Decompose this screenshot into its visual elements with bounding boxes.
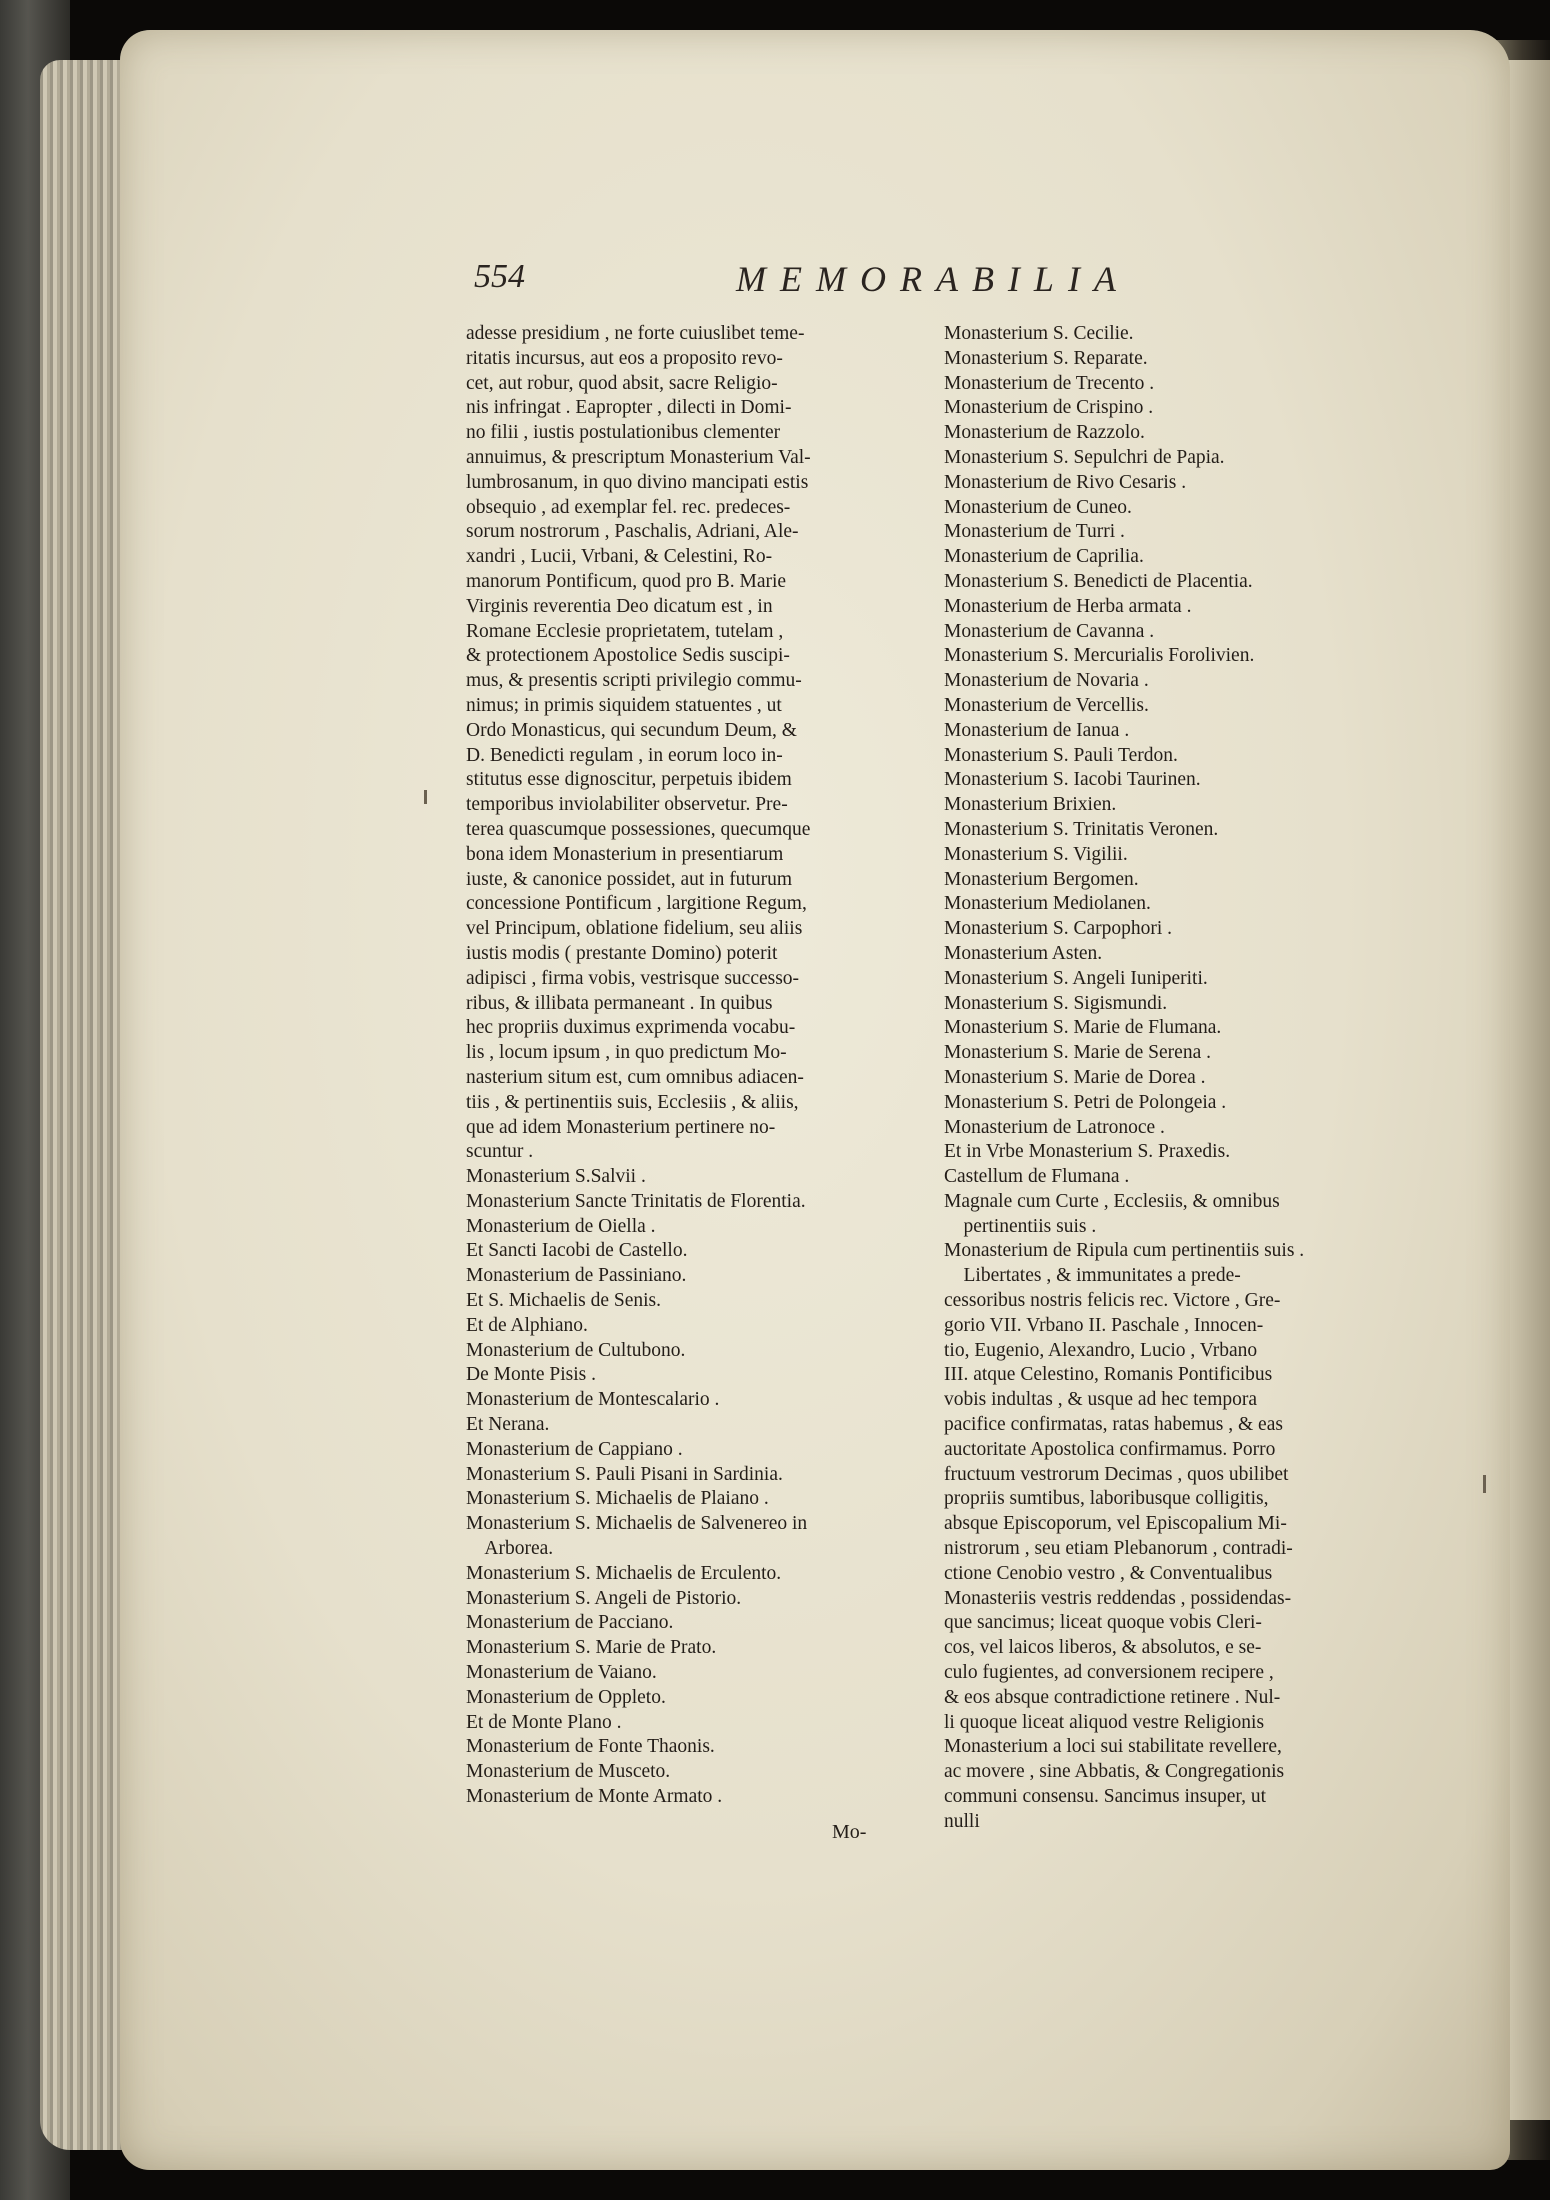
text-line: Monasterium de Passiniano. bbox=[466, 1265, 687, 1287]
text-line: tiis , & pertinentiis suis, Ecclesiis , & aliis, bbox=[466, 1091, 799, 1113]
text-line: Monasterium de Rivo Cesaris . bbox=[944, 471, 1187, 493]
text-line: Monasterium de Oiella . bbox=[466, 1215, 656, 1237]
text-line: Monasterium de Caprilia. bbox=[944, 546, 1144, 568]
text-line: cos, vel laicos liberos, & absolutos, e se- bbox=[944, 1637, 1262, 1659]
text-line: bona idem Monasterium in presentiarum bbox=[466, 843, 784, 865]
text-line: nimus; in primis siquidem statuentes , ut bbox=[466, 694, 782, 716]
text-line: Monasterium de Vaiano. bbox=[466, 1662, 657, 1684]
text-line: nasterium situm est, cum omnibus adiacen- bbox=[466, 1066, 804, 1088]
text-line: Monasterium de Vercellis. bbox=[944, 694, 1149, 716]
text-line: que ad idem Monasterium pertinere no- bbox=[466, 1116, 776, 1138]
text-line: tio, Eugenio, Alexandro, Lucio , Vrbano bbox=[944, 1339, 1258, 1361]
text-line: communi consensu. Sancimus insuper, ut bbox=[944, 1786, 1267, 1808]
text-line: annuimus, & prescriptum Monasterium Val- bbox=[466, 446, 811, 468]
text-line: Monasterium de Trecento . bbox=[944, 372, 1155, 394]
text-line: Virginis reverentia Deo dicatum est , in bbox=[466, 595, 773, 617]
text-line: Monasterium Asten. bbox=[944, 942, 1103, 964]
text-line: Monasterium de Latronoce . bbox=[944, 1116, 1165, 1138]
text-line: Monasterium de Fonte Thaonis. bbox=[466, 1736, 715, 1758]
text-line: Monasterium de Herba armata . bbox=[944, 595, 1192, 617]
text-line: Et de Monte Plano . bbox=[466, 1711, 622, 1733]
text-line: hec propriis duximus exprimenda vocabu- bbox=[466, 1017, 796, 1039]
text-line: lumbrosanum, in quo divino mancipati estis bbox=[466, 471, 809, 493]
text-line: pacifice confirmatas, ratas habemus , & eas bbox=[944, 1414, 1283, 1436]
text-line: que sancimus; liceat quoque vobis Cleri- bbox=[944, 1612, 1262, 1634]
text-line: Monasterium de Pacciano. bbox=[466, 1612, 674, 1634]
text-line: Monasterium S. Pauli Pisani in Sardinia. bbox=[466, 1463, 783, 1485]
text-line: De Monte Pisis . bbox=[466, 1364, 597, 1386]
text-line: Monasterium S. Sepulchri de Papia. bbox=[944, 446, 1225, 468]
text-line: Monasterium a loci sui stabilitate revellere, bbox=[944, 1736, 1282, 1758]
text-line: Monasterium S. Carpophori . bbox=[944, 918, 1173, 940]
text-line: Monasterium S. Marie de Serena . bbox=[944, 1042, 1211, 1064]
text-line: adipisci , firma vobis, vestrisque successo- bbox=[466, 967, 800, 989]
text-line: Monasterium S. Reparate. bbox=[944, 347, 1148, 369]
catchword: Mo- bbox=[832, 1821, 867, 1843]
text-line: Monasterium S. Michaelis de Plaiano . bbox=[466, 1488, 769, 1510]
text-line: Et Nerana. bbox=[466, 1414, 550, 1436]
text-line: Monasterium Brixien. bbox=[944, 794, 1117, 816]
text-line: Romane Ecclesie proprietatem, tutelam , bbox=[466, 620, 784, 642]
text-line: nulli bbox=[944, 1810, 980, 1832]
text-line: ritatis incursus, aut eos a proposito revo- bbox=[466, 347, 783, 369]
text-line: nistrorum , seu etiam Plebanorum , contradi- bbox=[944, 1538, 1293, 1560]
text-line: iuste, & canonice possidet, aut in futurum bbox=[466, 868, 793, 890]
text-line: Monasterium de Cavanna . bbox=[944, 620, 1155, 642]
text-line: propriis sumtibus, laboribusque colligitis, bbox=[944, 1488, 1269, 1510]
text-line: Arborea. bbox=[466, 1538, 554, 1560]
text-line: Et Sancti Iacobi de Castello. bbox=[466, 1240, 688, 1262]
text-line: no filii , iustis postulationibus clementer bbox=[466, 422, 781, 444]
text-line: vel Principum, oblatione fidelium, seu aliis bbox=[466, 918, 803, 940]
text-line: Castellum de Flumana . bbox=[944, 1166, 1130, 1188]
text-line: Monasterium Bergomen. bbox=[944, 868, 1139, 890]
text-line: Monasterium de Crispino . bbox=[944, 397, 1154, 419]
left-text-column bbox=[466, 322, 916, 1810]
margin-mark bbox=[424, 790, 427, 804]
text-line: & protectionem Apostolice Sedis suscipi- bbox=[466, 645, 790, 667]
text-line: Monasterium S. Marie de Prato. bbox=[466, 1637, 717, 1659]
text-line: Monasterium de Turri . bbox=[944, 521, 1125, 543]
facing-page-edge bbox=[1505, 60, 1550, 2120]
text-line: ctione Cenobio vestro , & Conventualibus bbox=[944, 1562, 1273, 1584]
text-line: iustis modis ( prestante Domino) poterit bbox=[466, 942, 778, 964]
text-line: Monasterium S. Michaelis de Erculento. bbox=[466, 1562, 782, 1584]
text-line: Monasterium de Ianua . bbox=[944, 719, 1130, 741]
text-line: li quoque liceat aliquod vestre Religionis bbox=[944, 1711, 1265, 1733]
text-line: Monasterium S. Petri de Polongeia . bbox=[944, 1091, 1227, 1113]
text-line: lis , locum ipsum , in quo predictum Mo- bbox=[466, 1042, 787, 1064]
text-line: Monasterium S. Mercurialis Forolivien. bbox=[944, 645, 1255, 667]
text-line: Monasterium de Cultubono. bbox=[466, 1339, 686, 1361]
text-line: Monasterium Mediolanen. bbox=[944, 893, 1151, 915]
text-line: & eos absque contradictione retinere . Nul- bbox=[944, 1686, 1281, 1708]
text-line: obsequio , ad exemplar fel. rec. predeces- bbox=[466, 496, 791, 518]
text-line: absque Episcoporum, vel Episcopalium Mi- bbox=[944, 1513, 1287, 1535]
text-line: adesse presidium , ne forte cuiuslibet teme- bbox=[466, 323, 805, 344]
text-line: ribus, & illibata permaneant . In quibus bbox=[466, 992, 773, 1014]
text-line: vobis indultas , & usque ad hec tempora bbox=[944, 1389, 1258, 1411]
text-line: fructuum vestrorum Decimas , quos ubilibet bbox=[944, 1463, 1289, 1485]
text-line: xandri , Lucii, Vrbani, & Celestini, Ro- bbox=[466, 546, 773, 568]
text-line: Et in Vrbe Monasterium S. Praxedis. bbox=[944, 1141, 1231, 1163]
text-line: scuntur . bbox=[466, 1141, 534, 1163]
text-line: Et de Alphiano. bbox=[466, 1314, 588, 1336]
text-line: temporibus inviolabiliter observetur. Pre- bbox=[466, 794, 788, 816]
text-line: terea quascumque possessiones, quecumque bbox=[466, 818, 811, 840]
text-line: Monasterium de Oppleto. bbox=[466, 1686, 666, 1708]
text-line: concessione Pontificum , largitione Regum, bbox=[466, 893, 807, 915]
text-line: Monasterium S. Sigismundi. bbox=[944, 992, 1168, 1014]
text-line: culo fugientes, ad conversionem recipere , bbox=[944, 1662, 1274, 1684]
right-text-column bbox=[944, 322, 1364, 1835]
text-line: Monasterium de Ripula cum pertinentiis suis . bbox=[944, 1240, 1305, 1262]
text-line: Libertates , & immunitates a prede- bbox=[944, 1265, 1241, 1287]
text-line: manorum Pontificum, quod pro B. Marie bbox=[466, 570, 787, 592]
text-line: nis infringat . Eapropter , dilecti in Domi- bbox=[466, 397, 792, 419]
text-line: Monasterium S. Angeli de Pistorio. bbox=[466, 1587, 742, 1609]
text-line: Monasterium de Novaria . bbox=[944, 670, 1149, 692]
running-title: MEMORABILIA bbox=[736, 259, 1130, 299]
page-number: 554 bbox=[474, 258, 525, 295]
text-line: Magnale cum Curte , Ecclesiis, & omnibus bbox=[944, 1190, 1280, 1212]
text-line: pertinentiis suis . bbox=[944, 1215, 1097, 1237]
text-line: Et S. Michaelis de Senis. bbox=[466, 1290, 661, 1312]
text-line: Monasterium S. Iacobi Taurinen. bbox=[944, 769, 1201, 791]
text-line: Monasterium S.Salvii . bbox=[466, 1166, 646, 1188]
text-line: Monasterium de Razzolo. bbox=[944, 422, 1145, 444]
text-line: mus, & presentis scripti privilegio commu- bbox=[466, 670, 802, 692]
text-line: Monasterium S. Marie de Dorea . bbox=[944, 1066, 1206, 1088]
text-line: stitutus esse dignoscitur, perpetuis ibidem bbox=[466, 769, 792, 791]
text-line: D. Benedicti regulam , in eorum loco in- bbox=[466, 744, 783, 766]
text-line: Monasterium de Cappiano . bbox=[466, 1438, 683, 1460]
text-line: Monasterium S. Pauli Terdon. bbox=[944, 744, 1178, 766]
text-line: Monasterium de Cuneo. bbox=[944, 496, 1132, 518]
text-line: Monasterium S. Marie de Flumana. bbox=[944, 1017, 1222, 1039]
text-line: III. atque Celestino, Romanis Pontificibus bbox=[944, 1364, 1273, 1386]
text-line: Monasterium S. Vigilii. bbox=[944, 843, 1128, 865]
text-line: Monasterium de Musceto. bbox=[466, 1761, 671, 1783]
text-line: Monasterium Sancte Trinitatis de Florentia. bbox=[466, 1190, 806, 1212]
page-header bbox=[474, 258, 1274, 318]
text-line: cet, aut robur, quod absit, sacre Religio- bbox=[466, 372, 778, 394]
text-line: Monasterium de Montescalario . bbox=[466, 1389, 720, 1411]
margin-mark bbox=[1483, 1475, 1486, 1493]
text-line: Monasteriis vestris reddendas , possidendas- bbox=[944, 1587, 1292, 1609]
text-line: sorum nostrorum , Paschalis, Adriani, Ale- bbox=[466, 521, 799, 543]
text-line: auctoritate Apostolica confirmamus. Porro bbox=[944, 1438, 1276, 1460]
text-line: Monasterium S. Benedicti de Placentia. bbox=[944, 570, 1253, 592]
text-line: Monasterium S. Angeli Iuniperiti. bbox=[944, 967, 1208, 989]
text-line: gorio VII. Vrbano II. Paschale , Innocen- bbox=[944, 1314, 1264, 1336]
text-line: Ordo Monasticus, qui secundum Deum, & bbox=[466, 719, 797, 741]
text-line: cessoribus nostris felicis rec. Victore , Gre- bbox=[944, 1290, 1281, 1312]
text-line: Monasterium S. Cecilie. bbox=[944, 323, 1134, 344]
text-line: Monasterium S. Michaelis de Salvenereo in bbox=[466, 1513, 808, 1535]
text-line: Monasterium de Monte Armato . bbox=[466, 1786, 723, 1808]
text-line: ac movere , sine Abbatis, & Congregationis bbox=[944, 1761, 1285, 1783]
text-line: Monasterium S. Trinitatis Veronen. bbox=[944, 818, 1219, 840]
